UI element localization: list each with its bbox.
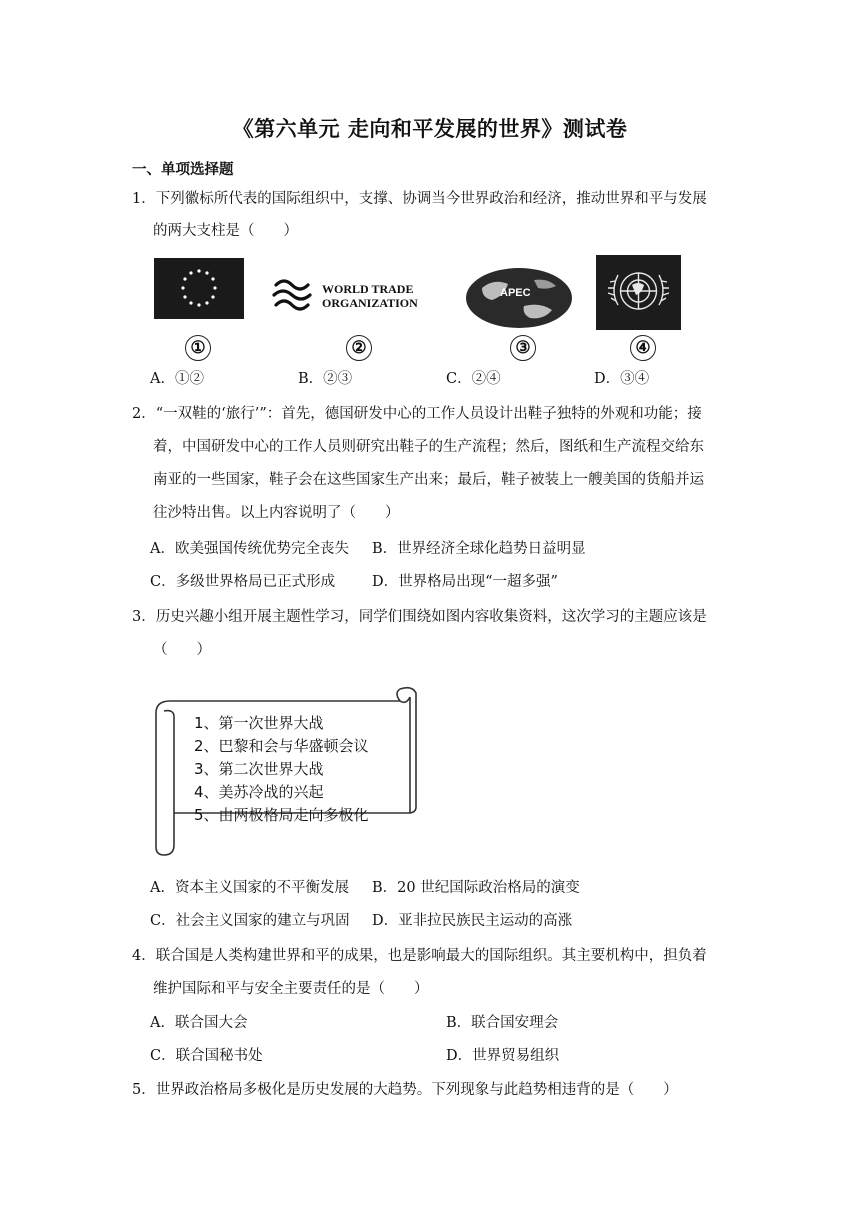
q2-option-c[interactable]: C．多级世界格局已正式形成: [150, 574, 336, 590]
scroll-item-2: 2、巴黎和会与华盛顿会议: [194, 737, 369, 755]
wto-logo-text-line-2: ORGANIZATION: [322, 296, 418, 310]
section-heading: 一、单项选择题: [132, 161, 234, 178]
question-1-stem-line-1: 1．下列徽标所代表的国际组织中，支撑、协调当今世界政治和经济，推动世界和平与发展: [132, 191, 707, 207]
q2-option-b[interactable]: B．世界经济全球化趋势日益明显: [372, 541, 586, 557]
q2-option-d[interactable]: D．世界格局出现“一超多强”: [372, 574, 558, 590]
page-title: 《第六单元 走向和平发展的世界》测试卷: [232, 116, 628, 141]
q1-option-a[interactable]: A．①②: [150, 371, 204, 387]
eu-flag-logo: [154, 258, 244, 319]
q1-option-b[interactable]: B．②③: [298, 371, 353, 387]
question-2-stem-line-4: 往沙特出售。以上内容说明了（ ）: [153, 505, 400, 521]
question-1-stem-line-2: 的两大支柱是（ ）: [153, 223, 298, 239]
question-2-stem-line-1: 2．“一双鞋的‘旅行’”：首先，德国研发中心的工作人员设计出鞋子独特的外观和功能；接: [132, 406, 702, 422]
q1-option-d[interactable]: D．③④: [594, 371, 650, 387]
question-3-stem-line-1: 3．历史兴趣小组开展主题性学习，同学们围绕如图内容收集资料，这次学习的主题应该是: [132, 609, 707, 625]
scroll-item-5: 5、由两极格局走向多极化: [194, 806, 369, 824]
q4-option-c[interactable]: C．联合国秘书处: [150, 1048, 263, 1064]
question-2-stem-line-3: 南亚的一些国家，鞋子会在这些国家生产出来；最后，鞋子被装上一艘美国的货船并运: [153, 472, 704, 488]
q3-option-c[interactable]: C．社会主义国家的建立与巩固: [150, 913, 350, 929]
logo-number-2: ②: [346, 335, 372, 361]
question-3-stem-line-2: （ ）: [153, 642, 211, 658]
question-5-stem-line-1: 5．世界政治格局多极化是历史发展的大趋势。下列现象与此趋势相违背的是（ ）: [132, 1082, 678, 1098]
logo-number-4: ④: [630, 335, 656, 361]
q4-option-a[interactable]: A．联合国大会: [150, 1015, 248, 1031]
q1-option-c[interactable]: C．②④: [446, 371, 501, 387]
q4-option-b[interactable]: B．联合国安理会: [446, 1015, 559, 1031]
q2-option-a[interactable]: A．欧美强国传统优势完全丧失: [150, 541, 349, 557]
q3-option-a[interactable]: A．资本主义国家的不平衡发展: [150, 880, 349, 896]
apec-logo-text: APEC: [500, 287, 531, 299]
q3-option-d[interactable]: D．亚非拉民族民主运动的高涨: [372, 913, 573, 929]
scroll-item-3: 3、第二次世界大战: [194, 760, 324, 778]
scroll-item-1: 1、第一次世界大战: [194, 714, 324, 732]
question-4-stem-line-1: 4．联合国是人类构建世界和平的成果，也是影响最大的国际组织。其主要机构中，担负着: [132, 948, 707, 964]
question-2-stem-line-2: 着，中国研发中心的工作人员则研究出鞋子的生产流程；然后，图纸和生产流程交给东: [153, 439, 704, 455]
un-emblem-logo: [596, 255, 681, 330]
q3-option-b[interactable]: B．20 世纪国际政治格局的演变: [372, 880, 580, 896]
logo-number-3: ③: [510, 335, 536, 361]
scroll-item-4: 4、美苏冷战的兴起: [194, 783, 324, 801]
logo-number-1: ①: [185, 335, 211, 361]
question-4-stem-line-2: 维护国际和平与安全主要责任的是（ ）: [153, 981, 429, 997]
q4-option-d[interactable]: D．世界贸易组织: [446, 1048, 560, 1064]
wto-logo-text-line-1: WORLD TRADE: [322, 282, 414, 296]
